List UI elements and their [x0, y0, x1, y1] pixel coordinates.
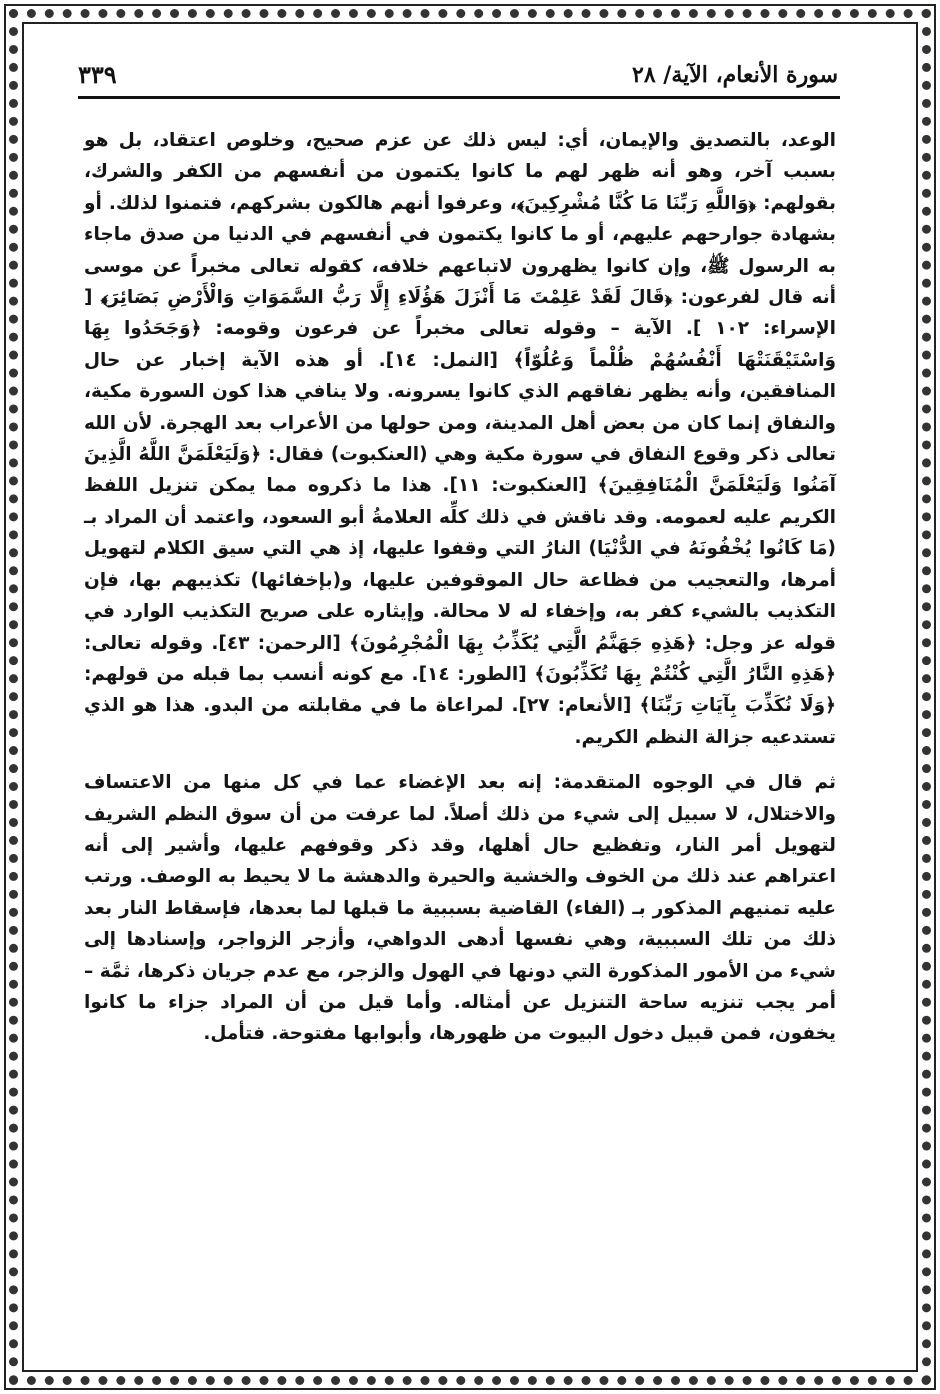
main-text — [84, 125, 836, 1050]
running-title: سورة الأنعام، الآية/ ٢٨ — [632, 62, 838, 88]
paragraph-1: الوعد، بالتصديق والإيمان، أي: ليس ذلك عن عزم صحيح، وخلوص اعتقاد، بل هو بسبب آخر، وهو أنه ظهر لهم ما كانوا يكتمون من أنفسهم من الكفر والشرك، بقولهم: ﴿وَاللَّهِ رَبِّنَا مَا كُنَّا مُشْرِكِينَ﴾، وعرفوا أنهم هالكون بشركهم، فتمنوا لذلك. أو بشهادة جوارحهم عليهم، أو ما كانوا يكتمون في أنفسهم في الدنيا من صدق ماجاء به الرسول ﷺ، وإن كانوا يظهرون لاتباعهم خلافه، كقوله تعالى مخبراً عن موسى أنه قال لفرعون: ﴿قَالَ لَقَدْ عَلِمْتَ مَا أَنْزَلَ هَؤُلَاءِ إِلَّا رَبُّ السَّمَوَاتِ وَالْأَرْضِ بَصَائِرَ﴾ [ الإسراء: ١٠٢ ]. الآية – وقوله تعالى مخبراً عن فرعون وقومه: ﴿وَجَحَدُوا بِهَا وَاسْتَيْقَنَتْهَا أَنْفُسُهُمْ ظُلْماً وَعُلُوّاً﴾ [النمل: ١٤]. أو هذه الآية إخبار عن حال المنافقين، وأنه يظهر نفاقهم الذي كانوا يسرونه. ولا ينافي هذا كون السورة مكية، والنفاق إنما كان من بعض أهل المدينة، ومن حولها من الأعراب بعد الهجرة. لأن الله تعالى ذكر وقوع النفاق في سورة مكية وهي (العنكبوت) فقال: ﴿وَلَيَعْلَمَنَّ اللَّهُ الَّذِينَ آمَنُوا وَلَيَعْلَمَنَّ الْمُنَافِقِينَ﴾ [العنكبوت: ١١]. هذا ما ذكروه مما يمكن تنزيل اللفظ الكريم عليه لعمومه. وقد ناقش في ذلك كلِّه العلامةُ أبو السعود، واعتمد أن المراد بـ (مَا كَانُوا يُخْفُونَهُ في الدُّنْيَا) النارُ التي وقفوا عليها، إذ هي التي سيق الكلام لتهويل أمرها، والتعجيب من فظاعة حال الموقوفين عليها، و(بإخفائها) تكذيبهم بها، فإن التكذيب بالشيء كفر به، وإخفاء له لا محالة. وإيثاره على صريح التكذيب الوارد في قوله عز وجل: ﴿هَذِهِ جَهَنَّمُ الَّتِي يُكَذِّبُ بِهَا الْمُجْرِمُونَ﴾ [الرحمن: ٤٣]. وقوله تعالى: ﴿هَذِهِ النَّارُ الَّتِي كُنْتُمْ بِهَا تُكَذِّبُونَ﴾ [الطور: ١٤]. مع كونه أنسب بما قبله من قولهم: ﴿وَلَا نُكَذِّبَ بِآيَاتِ رَبِّنَا﴾ [الأنعام: ٢٧]. لمراعاة ما في مقابلته من البدو. هذا هو الذي تستدعيه جزالة النظم الكريم. — [84, 130, 837, 748]
page-header — [78, 58, 838, 92]
paragraph-2: ثم قال في الوجوه المتقدمة: إنه بعد الإغضاء عما في كل منها من الاعتساف والاختلال، لا سبيل إلى شيء من ذلك أصلاً. لما عرفت من أن سوق النظم الشريف لتهويل أمر النار، وتفظيع حال أهلها، وقد ذكر وقوفهم عليها، وأشير إلى أنه اعتراهم عند ذلك من الخوف والخشية والحيرة والدهشة ما لا يحيط به الوصف. ورتب عليه تمنيهم المذكور بـ (الفاء) القاضية بسببية ما قبلها لما بعدها، فإسقاط النار بعد ذلك من تلك السببية، وهي نفسها أدهى الدواهي، وأزجر الزواجر، وإسنادها إلى شيء من الأمور المذكورة التي دونها في الهول والزجر، مع عدم جريان ذكرها، ثمَّة – أمر يجب تنزيه ساحة التنزيل عن أمثاله. وأما قيل من أن المراد جزاء ما كانوا يخفون، فمن قبيل دخول البيوت من ظهورها، وأبوابها مفتوحة. فتأمل. — [84, 772, 836, 1045]
header-divider — [78, 96, 840, 99]
page-number: ٣٣٩ — [78, 60, 117, 89]
